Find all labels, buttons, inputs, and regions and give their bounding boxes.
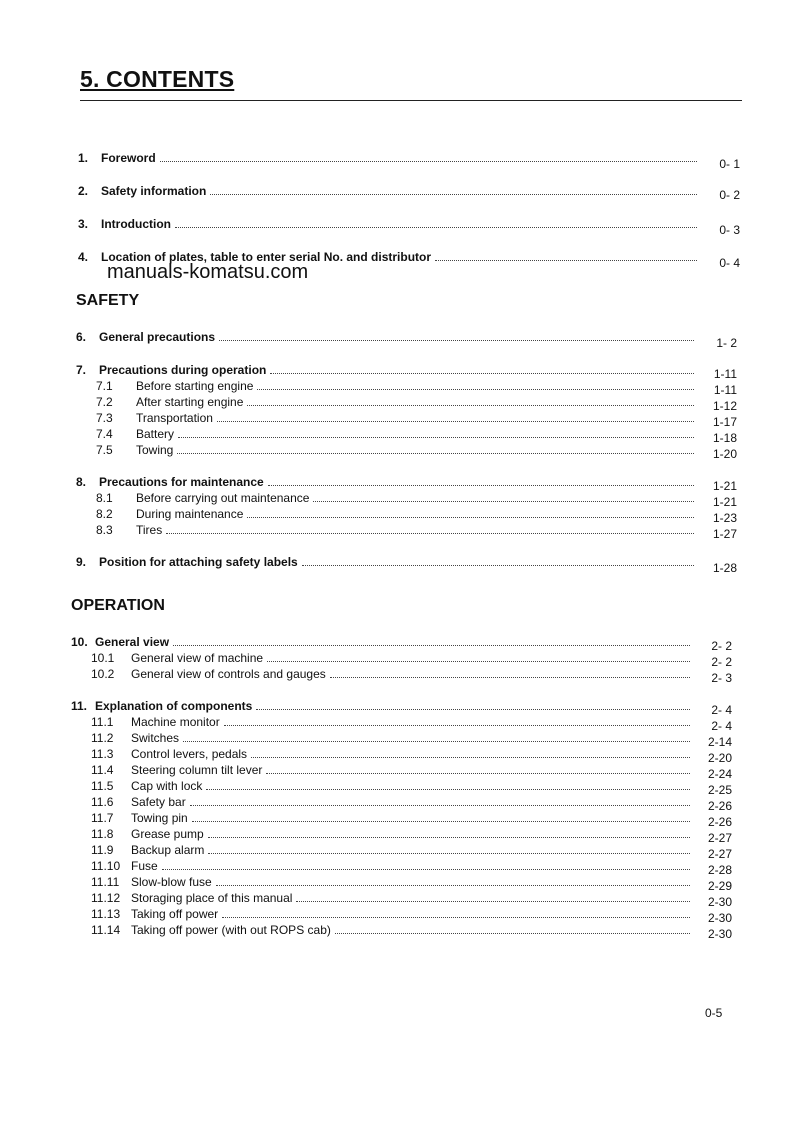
entry-title: Machine monitor <box>131 715 220 729</box>
entry-title: Backup alarm <box>131 843 205 857</box>
entry-title: Precautions for maintenance <box>99 475 264 489</box>
entry-page-number: 2-26 <box>707 799 732 813</box>
entry-title: Storaging place of this manual <box>131 891 293 905</box>
entry-number: 11.3 <box>91 747 114 761</box>
toc-entry[interactable] <box>96 506 694 521</box>
entry-page-number: 0- 4 <box>719 256 740 270</box>
toc-entry[interactable] <box>91 922 690 937</box>
entry-title: Switches <box>131 731 180 745</box>
entry-title: Precautions during operation <box>99 363 267 377</box>
entry-page-number: 1-27 <box>712 527 737 541</box>
toc-entry[interactable] <box>71 698 690 713</box>
entry-number: 11.10 <box>91 859 121 873</box>
toc-entry[interactable] <box>91 714 690 729</box>
entry-number: 11.11 <box>91 875 120 889</box>
toc-entry[interactable] <box>91 906 690 921</box>
toc-entry[interactable] <box>96 426 694 441</box>
entry-title: Introduction <box>101 217 171 231</box>
entry-title: General view <box>95 635 170 649</box>
toc-entry[interactable] <box>76 362 694 377</box>
entry-title: General view of machine <box>131 651 264 665</box>
entry-number: 11.8 <box>91 827 114 841</box>
entry-page-number: 2-29 <box>707 879 732 893</box>
entry-title: Taking off power <box>131 907 219 921</box>
entry-title: After starting engine <box>136 395 244 409</box>
entry-title: Grease pump <box>131 827 204 841</box>
entry-title: Before starting engine <box>136 379 254 393</box>
dot-leader <box>160 161 697 162</box>
entry-page-number: 2-25 <box>707 783 732 797</box>
dot-leader <box>266 773 690 774</box>
toc-entry[interactable] <box>78 249 697 264</box>
toc-entry[interactable] <box>78 216 697 231</box>
entry-title: Battery <box>136 427 175 441</box>
entry-title: Safety information <box>101 184 207 198</box>
dot-leader <box>178 437 694 438</box>
entry-page-number: 0- 1 <box>719 157 740 171</box>
toc-entry[interactable] <box>91 762 690 777</box>
toc-entry[interactable] <box>78 150 697 165</box>
toc-entry[interactable] <box>91 842 690 857</box>
toc-entry[interactable] <box>76 554 694 569</box>
dot-leader <box>335 933 690 934</box>
toc-entry[interactable] <box>71 634 690 649</box>
toc-entry[interactable] <box>91 858 690 873</box>
entry-number: 7.1 <box>96 379 113 393</box>
entry-number: 7.4 <box>96 427 113 441</box>
watermark: manuals-komatsu.com <box>107 261 309 283</box>
toc-entry[interactable] <box>78 183 697 198</box>
dot-leader <box>247 517 694 518</box>
dot-leader <box>256 709 690 710</box>
entry-number: 11.14 <box>91 923 121 937</box>
toc-entry[interactable] <box>91 810 690 825</box>
page-number: 0-5 <box>705 1006 723 1020</box>
entry-number: 11.5 <box>91 779 114 793</box>
entry-page-number: 2- 2 <box>711 639 732 653</box>
page-title: 5. CONTENTS <box>80 66 235 92</box>
dot-leader <box>208 853 690 854</box>
section-heading-operation: OPERATION <box>71 597 165 614</box>
entry-page-number: 2-27 <box>707 831 732 845</box>
dot-leader <box>251 757 690 758</box>
toc-entry[interactable] <box>76 474 694 489</box>
entry-number: 11. <box>71 699 88 713</box>
entry-number: 6. <box>76 330 87 344</box>
entry-number: 11.6 <box>91 795 114 809</box>
entry-number: 11.4 <box>91 763 114 777</box>
entry-number: 8.1 <box>96 491 113 505</box>
dot-leader <box>267 661 690 662</box>
entry-title: Towing <box>136 443 174 457</box>
entry-page-number: 2-27 <box>707 847 732 861</box>
dot-leader <box>210 194 697 195</box>
dot-leader <box>302 565 694 566</box>
entry-number: 7.2 <box>96 395 113 409</box>
entry-page-number: 0- 3 <box>719 223 740 237</box>
dot-leader <box>192 821 690 822</box>
entry-number: 11.7 <box>91 811 114 825</box>
entry-title: Slow-blow fuse <box>131 875 212 889</box>
toc-entry[interactable] <box>91 730 690 745</box>
entry-number: 11.9 <box>91 843 114 857</box>
dot-leader <box>190 805 690 806</box>
entry-number: 7. <box>76 363 87 377</box>
entry-number: 3. <box>78 217 89 231</box>
dot-leader <box>177 453 694 454</box>
toc-entry[interactable] <box>91 666 690 681</box>
entry-page-number: 2- 4 <box>711 703 732 717</box>
dot-leader <box>222 917 690 918</box>
dot-leader <box>206 789 690 790</box>
entry-title: Safety bar <box>131 795 186 809</box>
dot-leader <box>217 421 694 422</box>
entry-title: Transportation <box>136 411 213 425</box>
dot-leader <box>330 677 690 678</box>
entry-page-number: 2-26 <box>707 815 732 829</box>
entry-title: Explanation of components <box>95 699 253 713</box>
entry-title: Towing pin <box>131 811 188 825</box>
entry-title: Taking off power (with out ROPS cab) <box>131 923 331 937</box>
dot-leader <box>257 389 694 390</box>
entry-title: Tires <box>136 523 163 537</box>
entry-title: Cap with lock <box>131 779 203 793</box>
entry-title: During maintenance <box>136 507 244 521</box>
entry-page-number: 1-28 <box>712 561 737 575</box>
entry-page-number: 1-20 <box>712 447 737 461</box>
dot-leader <box>166 533 694 534</box>
entry-number: 10.2 <box>91 667 115 681</box>
entry-number: 11.12 <box>91 891 121 905</box>
toc-entry[interactable] <box>96 522 694 537</box>
entry-page-number: 2-14 <box>707 735 732 749</box>
entry-number: 9. <box>76 555 87 569</box>
toc-entry[interactable] <box>91 826 690 841</box>
dot-leader <box>173 645 690 646</box>
dot-leader <box>175 227 697 228</box>
toc-entry[interactable] <box>96 394 694 409</box>
toc-entry[interactable] <box>91 874 690 889</box>
entry-number: 4. <box>78 250 89 264</box>
toc-entry[interactable] <box>91 778 690 793</box>
entry-number: 11.2 <box>91 731 114 745</box>
entry-page-number: 2- 2 <box>711 655 732 669</box>
entry-page-number: 2- 3 <box>711 671 732 685</box>
entry-page-number: 0- 2 <box>719 188 740 202</box>
entry-title: Foreword <box>101 151 156 165</box>
entry-number: 10. <box>71 635 88 649</box>
entry-number: 7.3 <box>96 411 113 425</box>
entry-page-number: 1-21 <box>712 479 737 493</box>
entry-page-number: 1-18 <box>712 431 737 445</box>
dot-leader <box>208 837 690 838</box>
entry-title: Location of plates, table to enter serial No. and distributor <box>101 250 432 264</box>
toc-entry[interactable] <box>91 650 690 665</box>
entry-page-number: 2- 4 <box>711 719 732 733</box>
dot-leader <box>270 373 694 374</box>
entry-page-number: 1-11 <box>713 383 737 397</box>
entry-page-number: 2-30 <box>707 927 732 941</box>
dot-leader <box>435 260 697 261</box>
dot-leader <box>268 485 694 486</box>
entry-number: 11.1 <box>91 715 114 729</box>
entry-number: 10.1 <box>91 651 115 665</box>
entry-title: Fuse <box>131 859 158 873</box>
entry-title: Before carrying out maintenance <box>136 491 310 505</box>
entry-number: 7.5 <box>96 443 113 457</box>
entry-number: 8.2 <box>96 507 113 521</box>
entry-page-number: 1-12 <box>712 399 737 413</box>
dot-leader <box>224 725 690 726</box>
entry-page-number: 1- 2 <box>716 336 737 350</box>
dot-leader <box>247 405 694 406</box>
toc-entry[interactable] <box>96 410 694 425</box>
entry-number: 1. <box>78 151 89 165</box>
entry-page-number: 1-23 <box>712 511 737 525</box>
entry-page-number: 1-17 <box>712 415 737 429</box>
toc-entry[interactable] <box>96 378 694 393</box>
dot-leader <box>216 885 690 886</box>
dot-leader <box>183 741 690 742</box>
dot-leader <box>313 501 694 502</box>
entry-page-number: 2-24 <box>707 767 732 781</box>
entry-number: 8. <box>76 475 87 489</box>
toc-entry[interactable] <box>96 490 694 505</box>
entry-title: Steering column tilt lever <box>131 763 263 777</box>
entry-page-number: 2-30 <box>707 895 732 909</box>
toc-entry[interactable] <box>91 890 690 905</box>
entry-title: Control levers, pedals <box>131 747 248 761</box>
toc-entry[interactable] <box>76 329 694 344</box>
dot-leader <box>219 340 694 341</box>
title-rule <box>80 100 742 101</box>
entry-number: 2. <box>78 184 89 198</box>
dot-leader <box>162 869 690 870</box>
entry-title: General view of controls and gauges <box>131 667 326 681</box>
entry-page-number: 2-30 <box>707 911 732 925</box>
entry-title: General precautions <box>99 330 216 344</box>
toc-entry[interactable] <box>91 794 690 809</box>
dot-leader <box>296 901 690 902</box>
toc-entry[interactable] <box>96 442 694 457</box>
entry-title: Position for attaching safety labels <box>99 555 298 569</box>
toc-entry[interactable] <box>91 746 690 761</box>
entry-page-number: 2-20 <box>707 751 732 765</box>
entry-page-number: 2-28 <box>707 863 732 877</box>
entry-page-number: 1-21 <box>712 495 737 509</box>
section-heading-safety: SAFETY <box>76 292 140 309</box>
entry-page-number: 1-11 <box>713 367 737 381</box>
entry-number: 8.3 <box>96 523 113 537</box>
entry-number: 11.13 <box>91 907 121 921</box>
